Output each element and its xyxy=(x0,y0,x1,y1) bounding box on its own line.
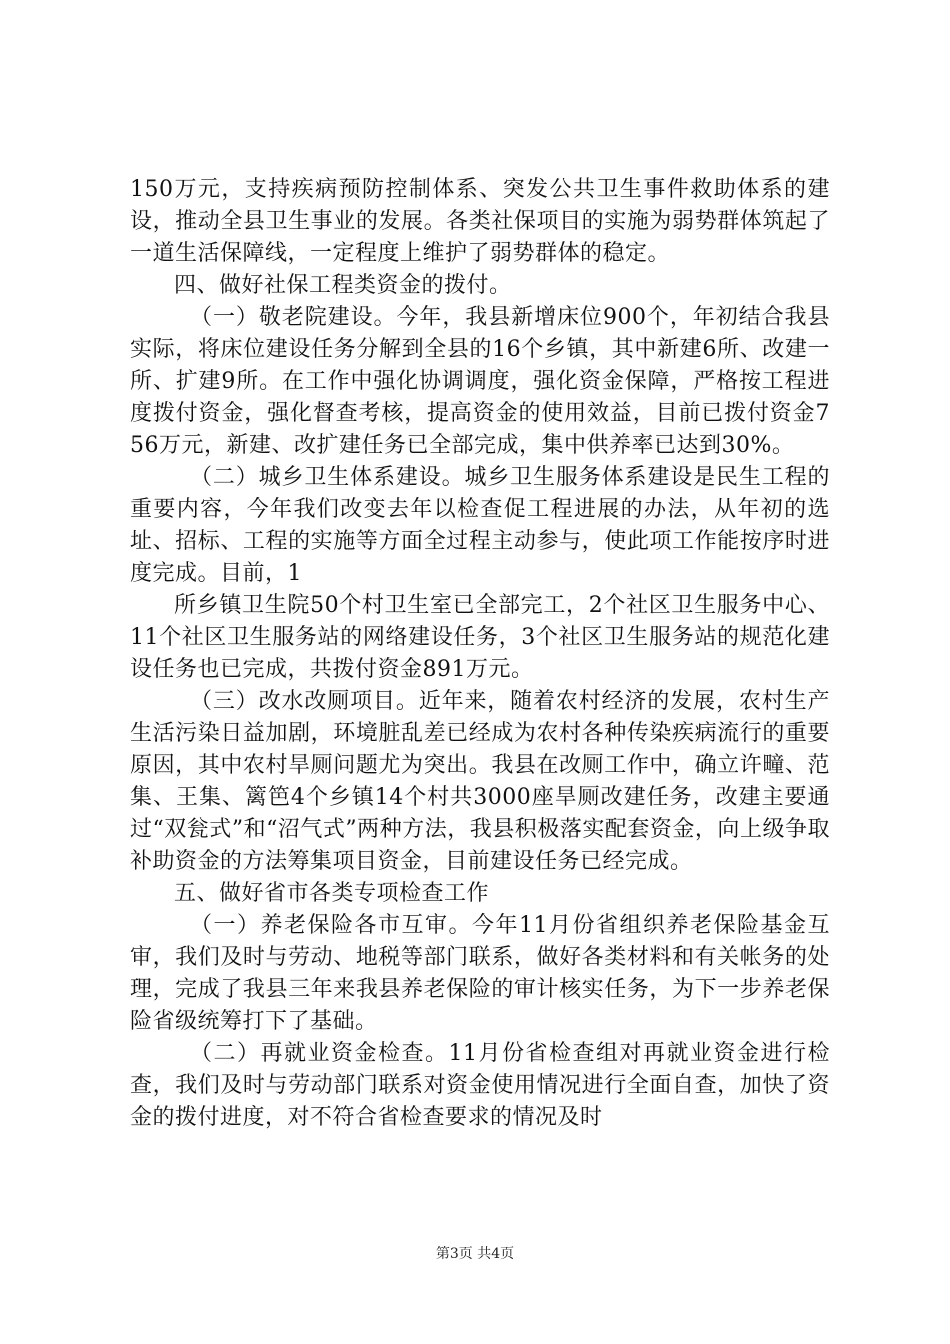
paragraph-pension-audit: （一）养老保险各市互审。今年11月份省组织养老保险基金互审，我们及时与劳动、地税等部门联系，做好各类材料和有关帐务的处理，完成了我县三年来我县养老保险的审计核实任务，为下一步养老保险省级统筹打下了基础。 xyxy=(130,913,830,1034)
paragraph-reemployment-check: （二）再就业资金检查。11月份省检查组对再就业资金进行检查，我们及时与劳动部门联系对资金使用情况进行全面自查，加快了资金的拨付进度，对不符合省检查要求的情况及时 xyxy=(130,1041,830,1130)
paragraph-nursing-home: （一）敬老院建设。今年，我县新增床位900个，年初结合我县实际，将床位建设任务分解到全县的16个乡镇，其中新建6所、改建一所、扩建9所。在工作中强化协调调度，强化资金保障，严格按工程进度拨付资金，强化督查考核，提高资金的使用效益，目前已拨付资金756万元，新建、改扩建任务已全部完成，集中供养率已达到30%。 xyxy=(130,305,830,458)
paragraph-water-toilet: （三）改水改厕项目。近年来，随着农村经济的发展，农村生产生活污染日益加剧，环境脏乱差已经成为农村各种传染疾病流行的重要原因，其中农村旱厕问题尤为突出。我县在改厕工作中，确立许疃、范集、王集、篱笆4个乡镇14个村共3000座旱厕改建任务，改建主要通过“双瓮式”和“沼气式”两种方法，我县积极落实配套资金，向上级争取补助资金的方法筹集项目资金，目前建设任务已经完成。 xyxy=(130,689,830,874)
paragraph-continuation: 150万元，支持疾病预防控制体系、突发公共卫生事件救助体系的建设，推动全县卫生事业的发展。各类社保项目的实施为弱势群体筑起了一道生活保障线，一定程度上维护了弱势群体的稳定。 xyxy=(130,177,830,266)
page-footer xyxy=(0,1244,950,1264)
paragraph-health-system-cont: 所乡镇卫生院50个村卫生室已全部完工，2个社区卫生服务中心、11个社区卫生服务站的网络建设任务，3个社区卫生服务站的规范化建设任务也已完成，共拨付资金891万元。 xyxy=(130,593,830,682)
section-heading-five: 五、做好省市各类专项检查工作 xyxy=(174,881,490,906)
section-heading-four: 四、做好社保工程类资金的拨付。 xyxy=(174,273,512,298)
page-number: 第3页 共4页 xyxy=(435,1246,515,1262)
document-body xyxy=(130,174,830,1134)
paragraph-health-system: （二）城乡卫生体系建设。城乡卫生服务体系建设是民生工程的重要内容，今年我们改变去年以检查促工程进展的办法，从年初的选址、招标、工程的实施等方面全过程主动参与，使此项工作能按序时进度完成。目前，1 xyxy=(130,465,830,586)
